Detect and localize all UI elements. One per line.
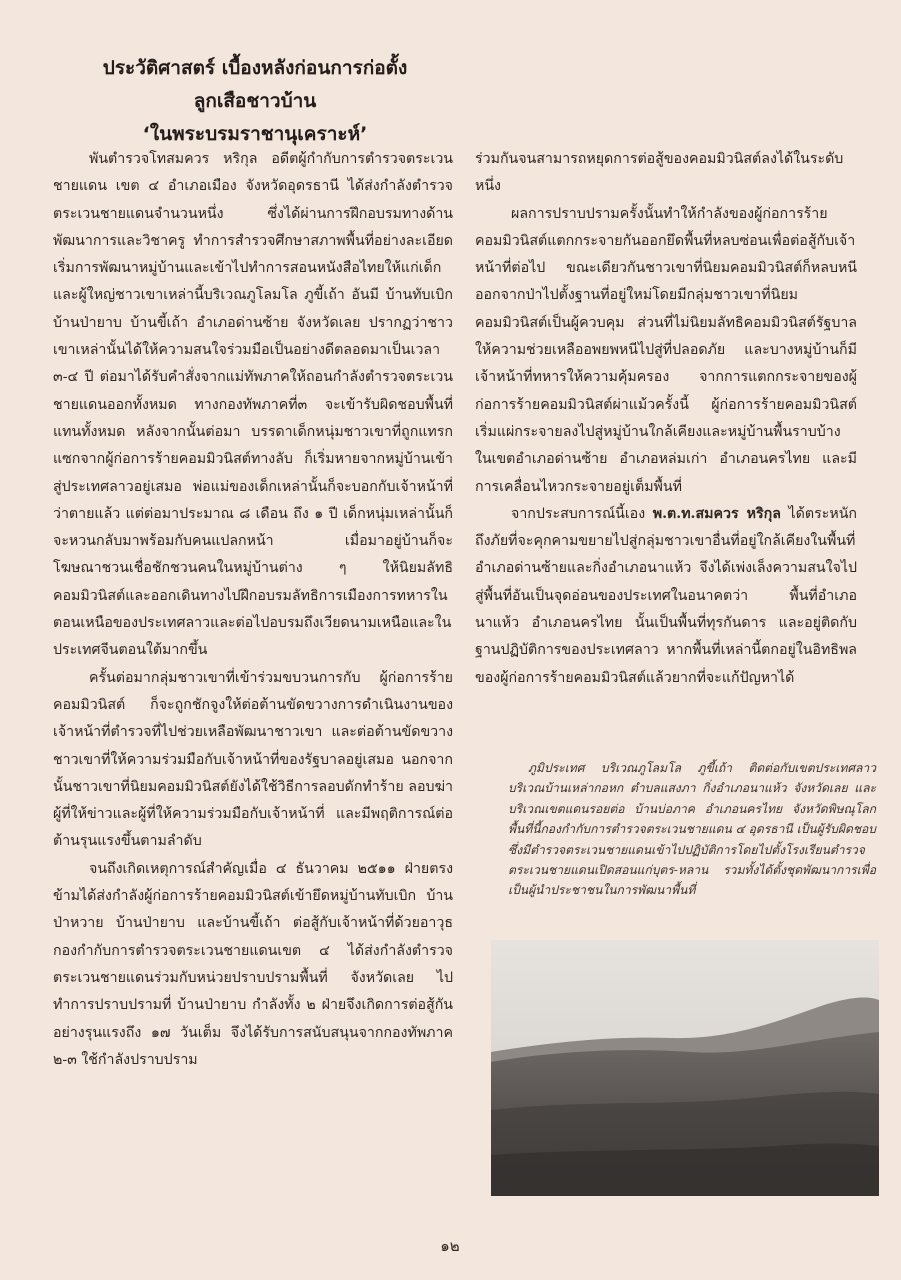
title-line-2: ลูกเสือชาวบ้าน bbox=[193, 90, 317, 112]
right-paragraph-3-start: จากประสบการณ์นี้เอง bbox=[511, 505, 646, 522]
title-line-1: ประวัติศาสตร์ เบื้องหลังก่อนการก่อตั้ง bbox=[102, 57, 408, 79]
right-column bbox=[475, 146, 857, 746]
right-paragraph-2: ผลการปราบปรามครั้งนั้นทำให้กำลังของผู้ก่อการร้ายคอมมิวนิสต์แตกกระจายกันออกยึดพื้นที่หลบซ่อนเพื่อต่อสู้กับเจ้าหน้าที่ต่อไป ขณะเดียวกันชาวเขาที่นิยมคอมมิวนิสต์ก็หลบหนีออกจากป่าไปตั้งฐานที่อยู่ใหม่โดยมีกลุ่มชาวเขาที่นิยมคอมมิวนิสต์เป็นผู้ควบคุม ส่วนที่ไม่นิยมลัทธิคอมมิวนิสต์รัฐบาลให้ความช่วยเหลืออพยพหนีไปสู่ที่ปลอดภัย และบางหมู่บ้านก็มีเจ้าหน้าที่ทหารให้ความคุ้มครอง จากการแตกกระจายของผู้ก่อการร้ายคอมมิวนิสต์ผ่าแม้วครั้งนี้ ผู้ก่อการร้ายคอมมิวนิสต์เริ่มแผ่กระจายลงไปสู่หมู่บ้านใกล้เคียงและหมู่บ้านพื้นราบบ้างในเขตอำเภอด่านซ้าย อำเภอหล่มเก่า อำเภอนครไทย และมีการเคลื่อนไหวกระจายอยู่เต็มพื้นที่ bbox=[475, 205, 857, 495]
left-paragraph-3: จนถึงเกิดเหตุการณ์สำคัญเมื่อ ๔ ธันวาคม ๒๕๑๑ ฝ่ายตรงข้ามได้ส่งกำลังผู้ก่อการร้ายคอมมิวนิสต์เข้ายึดหมู่บ้านทับเบิก บ้านป่าหวาย บ้านป่ายาบ และบ้านขี้เถ้า ต่อสู้กับเจ้าหน้าที่ด้วยอาวุธ กองกำกับการตำรวจตระเวนชายแดนเขต ๔ ได้ส่งกำลังตำรวจตระเวนชายแดนร่วมกับหน่วยปราบปรามพื้นที่ จังหวัดเลย ไปทำการปราบปรามที่ บ้านป่ายาบ กำลังทั้ง ๒ ฝ่ายจึงเกิดการต่อสู้กันอย่างรุนแรงถึง ๑๗ วันเต็ม จึงได้รับการสนับสนุนจากกองทัพภาค ๒-๓ ใช้กำลังปราบปราม bbox=[53, 860, 453, 1068]
title-line-3: ‘ในพระบรมราชานุเคราะห์’ bbox=[142, 123, 368, 145]
left-paragraph-1: พันตำรวจโทสมควร หริกุล อดีตผู้กำกับการตำรวจตระเวนชายแดน เขต ๔ อำเภอเมือง จังหวัดอุดรธานี ได้ส่งกำลังตำรวจตระเวนชายแดนจำนวนหนึ่ง ซึ่งได้ผ่านการฝึกอบรมทางด้านพัฒนาการและวิชาครู ทำการสำรวจศึกษาสภาพพื้นที่อย่างละเอียด เริ่มการพัฒนาหมู่บ้านและเข้าไปทำการสอนหนังสือไทยให้แก่เด็กและผู้ใหญ่ชาวเขาเหล่านี้บริเวณภูโลมโล ภูขี้เถ้า อันมี บ้านทับเบิก บ้านป่ายาบ บ้านขี้เถ้า อำเภอด่านซ้าย จังหวัดเลย ปรากฏว่าชาวเขาเหล่านั้นได้ให้ความสนใจร่วมมือเป็นอย่างดีตลอดมาเป็นเวลา ๓-๔ ปี ต่อมาได้รับคำสั่งจากแม่ทัพภาคให้ถอนกำลังตำรวจตระเวนชายแดนออกทั้งหมด ทางกองทัพภาคที่๓ จะเข้ารับผิดชอบพื้นที่แทนทั้งหมด หลังจากนั้นต่อมา บรรดาเด็กหนุ่มชาวเขาที่ถูกแทรกแซกจากผู้ก่อการร้ายคอมมิวนิสต์ทางลับ ก็เริ่มหายจากหมู่บ้านเข้าสู่ประเทศลาวอยู่เสมอ พ่อแม่ของเด็กเหล่านั้นก็จะบอกกับเจ้าหน้าที่ว่าตายแล้ว แต่ต่อมาประมาณ ๘ เดือน ถึง ๑ ปี เด็กหนุ่มเหล่านั้นก็จะหวนกลับมาพร้อมกับคนแปลกหน้า เมื่อมาอยู่บ้านก็จะโฆษณาชวนเชื่อชักชวนคนในหมู่บ้านต่าง ๆ ให้นิยมลัทธิคอมมิวนิสต์และออกเดินทางไปฝึกอบรมลัทธิการเมืองการทหารในตอนเหนือของประเทศลาวและต่อไปอบรมถึงเวียดนามเหนือและในประเทศจีนตอนใต้มากขึ้น bbox=[53, 151, 453, 659]
person-name-bold: พ.ต.ท.สมควร หริกุล bbox=[652, 505, 781, 522]
article-title bbox=[60, 52, 450, 151]
right-paragraph-3-rest: ได้ตระหนักถึงภัยที่จะคุกคามขยายไปสู่กลุ่มชาวเขาอื่นที่อยู่ใกล้เคียงในพื้นที่ อำเภอด่านซ้ายและกิ่งอำเภอนาแห้ว จึงได้เพ่งเล็งความสนใจไปสู่พื้นที่อันเป็นจุดอ่อนของประเทศในอนาคตว่า พื้นที่อำเภอนาแห้ว อำเภอนครไทย นั้นเป็นพื้นที่ทุรกันดาร และอยู่ติดกับฐานปฏิบัติการของประเทศลาว หากพื้นที่เหล่านี้ตกอยู่ในอิทธิพลของผู้ก่อการร้ายคอมมิวนิสต์แล้วยากที่จะแก้ปัญหาได้ bbox=[475, 505, 857, 686]
right-paragraph-3 bbox=[475, 501, 857, 692]
left-paragraph-2: ครั้นต่อมากลุ่มชาวเขาที่เข้าร่วมขบวนการกับ ผู้ก่อการร้ายคอมมิวนิสต์ ก็จะถูกชักจูงให้ต่อต้านขัดขวางการดำเนินงานของเจ้าหน้าที่ตำรวจที่ไปช่วยเหลือพัฒนาชาวเขา และต่อต้านขัดขวางชาวเขาที่ให้ความร่วมมือกับเจ้าหน้าที่ของรัฐบาลอยู่เสมอ นอกจากนั้นชาวเขาที่นิยมคอมมิวนิสต์ยังได้ใช้วิธีการลอบดักทำร้าย ลอบฆ่า ผู้ที่ให้ข่าวและผู้ที่ให้ความร่วมมือกับเจ้าหน้าที่ และมีพฤติการณ์ต่อต้านรุนแรงขึ้นตามลำดับ bbox=[53, 669, 453, 850]
photo-caption-text: ภูมิประเทศ บริเวณภูโลมโล ภูขี้เถ้า ติดต่อกับเขตประเทศลาว บริเวณบ้านเหล่ากอหก ตำบลแสงภา กิ่งอำเภอนาแห้ว จังหวัดเลย และบริเวณเขตแดนรอยต่อ บ้านบ่อภาค อำเภอนครไทย จังหวัดพิษณุโลก พื้นที่นี้กองกำกับการตำรวจตระเวนชายแดน ๔ อุดรธานี เป็นผู้รับผิดชอบ ซึ่งมีตำรวจตระเวนชายแดนเข้าไปปฏิบัติการโดยไปตั้งโรงเรียนตำรวจตระเวนชายแดนเปิดสอนแก่บุตร-หลาน รวมทั้งได้ตั้งชุดพัฒนาการเพื่อเป็นผู้นำประชาชนในการพัฒนาพื้นที่ bbox=[508, 761, 876, 898]
left-column bbox=[53, 146, 453, 1206]
photo-caption bbox=[508, 758, 876, 901]
right-paragraph-1: ร่วมกันจนสามารถหยุดการต่อสู้ของคอมมิวนิสต์ลงได้ในระดับหนึ่ง bbox=[475, 151, 844, 195]
page-number: ๑๒ bbox=[440, 1237, 460, 1255]
landscape-photo bbox=[491, 940, 879, 1196]
mountain-landscape-photo-icon bbox=[491, 940, 879, 1196]
